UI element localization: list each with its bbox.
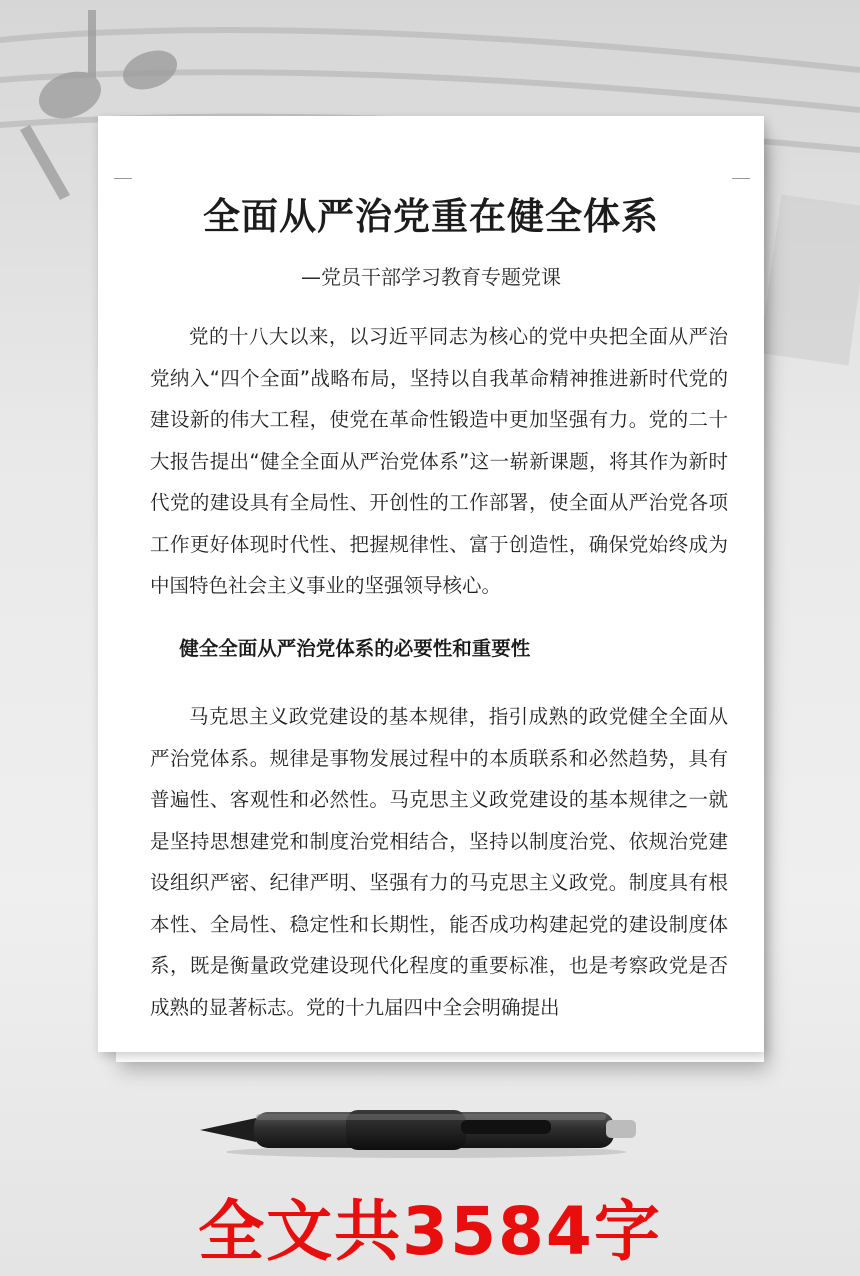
pen-icon	[196, 1100, 640, 1164]
crop-mark-left	[114, 178, 132, 179]
document-page	[98, 116, 764, 1052]
crop-mark-right	[732, 178, 750, 179]
paragraph-section-1: 马克思主义政党建设的基本规律，指引成熟的政党健全全面从严治党体系。规律是事物发展过程中的本质联系和必然趋势，具有普遍性、客观性和必然性。马克思主义政党建设的基本规律之一就是坚持思想建党和制度治党相结合，坚持以制度治党、依规治党建设组织严密、纪律严明、坚强有力的马克思主义政党。制度具有根本性、全局性、稳定性和长期性，能否成功构建起党的建设制度体系，既是衡量政党建设现代化程度的重要标准，也是考察政党是否成熟的显著标志。党的十九届四中全会明确提出	[150, 705, 728, 1019]
section-heading: 健全全面从严治党体系的必要性和重要性	[179, 637, 531, 660]
page-cut-off	[98, 1022, 764, 1052]
word-count-banner: 全文共3584字	[198, 1193, 662, 1270]
paragraph-intro: 党的十八大以来，以习近平同志为核心的党中央把全面从严治党纳入“四个全面”战略布局，坚持以自我革命精神推进新时代党的建设新的伟大工程，使党在革命性锻造中更加坚强有力。党的二十大报告提出“健全全面从严治党体系”这一崭新课题，将其作为新时代党的建设具有全局性、开创性的工作部署，使全面从严治党各项工作更好体现时代性、把握规律性、富于创造性，确保党始终成为中国特色社会主义事业的坚强领导核心。	[150, 325, 728, 597]
document-title: 全面从严治党重在健全体系	[203, 195, 659, 238]
document-subtitle: —党员干部学习教育专题党课	[301, 265, 561, 289]
